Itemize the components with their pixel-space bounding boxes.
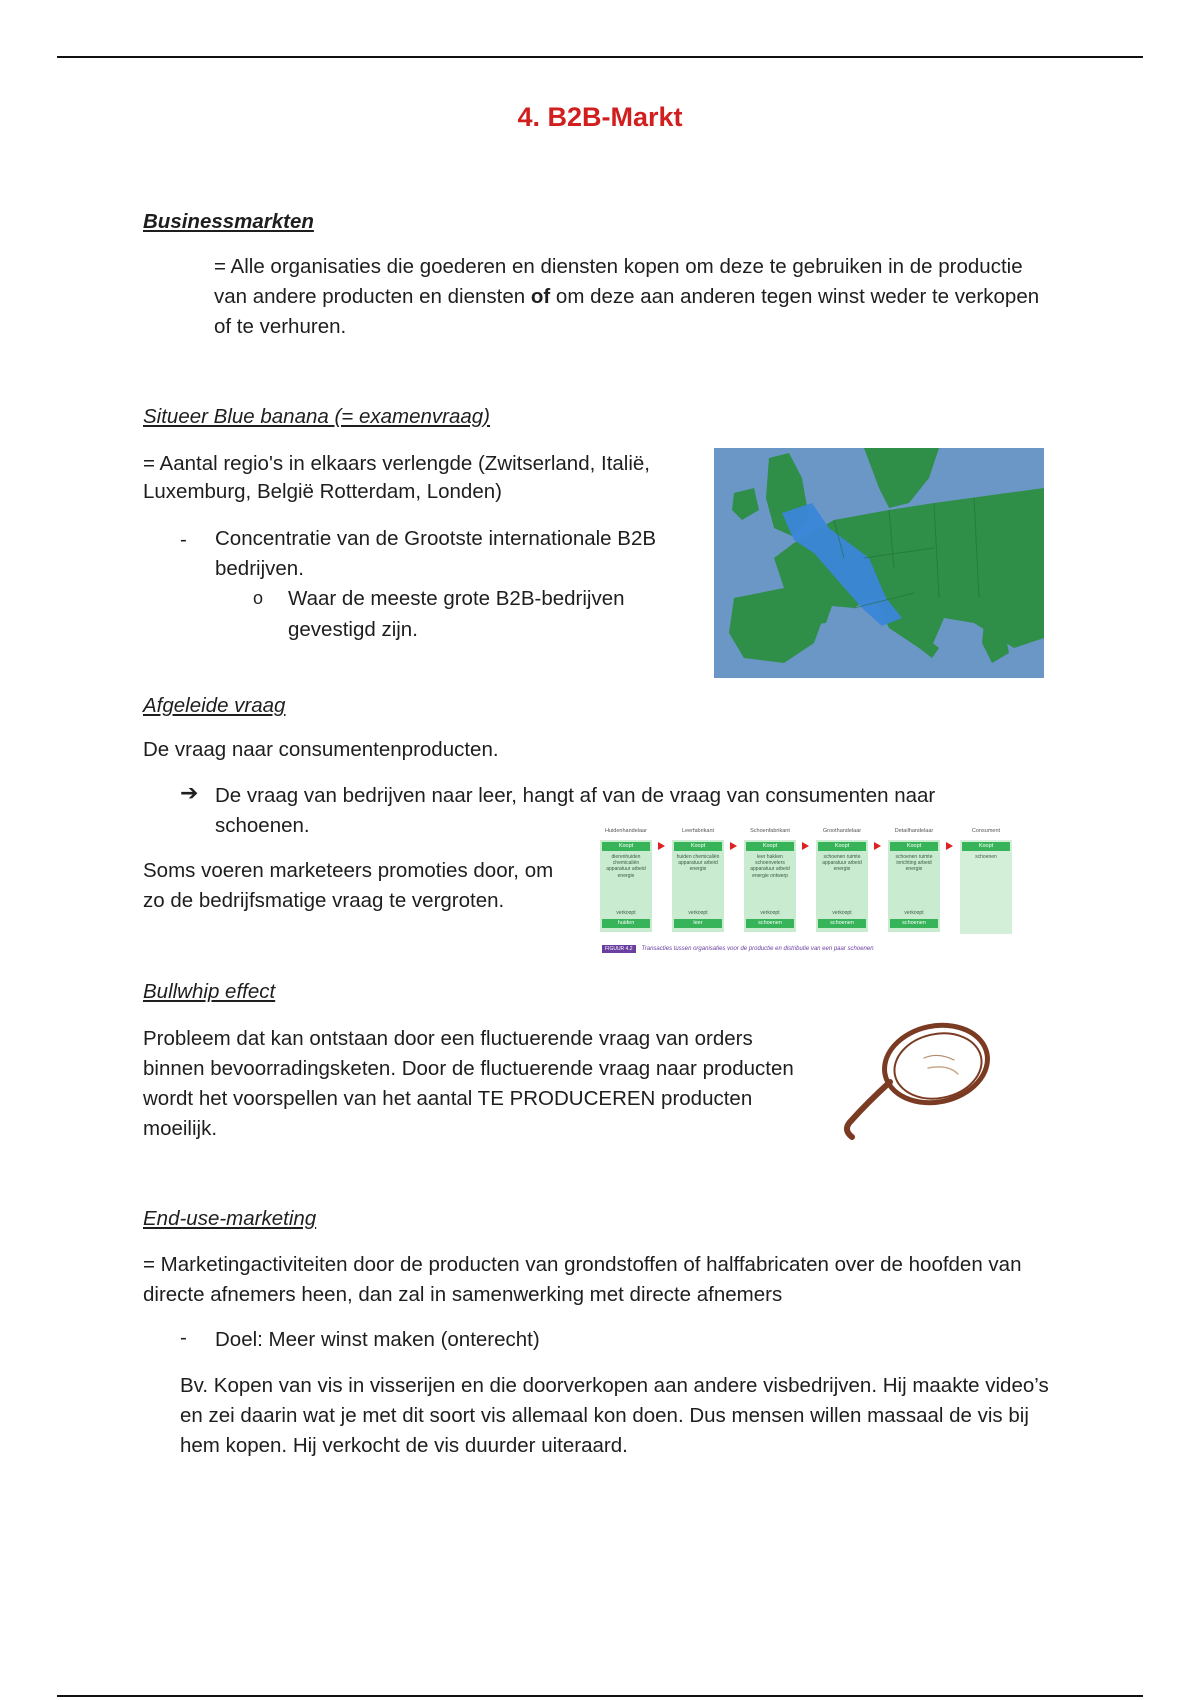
chain-column	[960, 828, 1012, 938]
chain-top-label: Koopt	[890, 842, 938, 851]
chain-items: schoenen ruimte inrichting arbeid energie	[895, 854, 933, 873]
heading-end-use-marketing: End-use-marketing	[143, 1207, 317, 1230]
chain-top-label: Koopt	[962, 842, 1010, 851]
chain-items: schoenen	[975, 854, 997, 860]
bullet-dash: -	[180, 528, 187, 551]
chain-verkoopt: verkoopt	[832, 910, 852, 916]
blue-banana-definition: = Aantal regio's in elkaars verlengde (Zwitserland, Italië, Luxemburg, België Rotterdam, Londen)	[143, 452, 650, 503]
bottom-rule	[57, 1695, 1143, 1697]
businessmarkten-definition	[214, 252, 1044, 342]
chain-bottom-label: leer	[674, 919, 722, 928]
chain-items: huiden chemicaliën apparatuur arbeid energie	[676, 854, 720, 873]
definition-bold-of: of	[530, 285, 551, 308]
chain-top-label: Koopt	[818, 842, 866, 851]
definition-part-1: = Alle organisaties die goederen en diensten kopen om deze te gebruiken in de productie van andere producten en diensten	[214, 255, 1023, 308]
chain-arrow-icon	[874, 842, 881, 850]
chain-verkoopt: verkoopt	[616, 910, 636, 916]
chain-top-label: Koopt	[674, 842, 722, 851]
chain-column	[888, 828, 940, 938]
arrow-icon: ➔	[180, 780, 199, 805]
chain-bottom-label: schoenen	[746, 919, 794, 928]
chain-verkoopt: verkoopt	[904, 910, 924, 916]
chain-header: Schoenfabrikant	[750, 828, 790, 834]
sub-bullet-marker: o	[253, 588, 264, 608]
whip-image	[828, 1012, 998, 1142]
chain-header: Leerfabrikant	[681, 828, 715, 834]
chain-items: dierenhuiden chemicaliën apparatuur arbeid energie	[606, 854, 646, 879]
blue-banana-bullet: Concentratie van de Grootste internationale B2B bedrijven.	[215, 527, 657, 580]
chain-column	[672, 828, 724, 938]
chain-header: Detailhandelaar	[894, 828, 934, 834]
figure-caption: Transacties tussen organisaties voor de productie en distributie van een paar schoenen	[641, 946, 874, 952]
chain-arrow-icon	[946, 842, 953, 850]
chain-arrow-icon	[658, 842, 665, 850]
blue-banana-map	[714, 448, 1044, 678]
blue-banana-sub-bullet: Waar de meeste grote B2B-bedrijven gevestigd zijn.	[288, 587, 625, 641]
chain-header: Huidenhandelaar	[605, 828, 647, 834]
chain-items: schoenen ruimte apparatuur arbeid energie	[822, 854, 862, 873]
chain-verkoopt: verkoopt	[760, 910, 780, 916]
definition-part-2: om deze aan anderen tegen winst weder te verkopen of te verhuren.	[214, 285, 1040, 338]
chain-bottom-label: huiden	[602, 919, 650, 928]
page-title: 4. B2B-Markt	[517, 102, 683, 132]
promo-text: Soms voeren marketeers promoties door, om zo de bedrijfsmatige vraag te vergroten.	[143, 859, 554, 912]
end-use-example: Bv. Kopen van vis in visserijen en die doorverkopen aan andere visbedrijven. Hij maakte video’s en zei daarin wat je met dit soort vis allemaal kon doen. Dus mensen willen massaal de vis bij hem kopen. Hij verkocht de vis duurder uiteraard.	[180, 1374, 1049, 1457]
heading-businessmarkten: Businessmarkten	[143, 210, 314, 233]
afgeleide-vraag-arrow-text: De vraag van bedrijven naar leer, hangt af van de vraag van consumenten naar schoenen.	[215, 784, 936, 837]
chain-column	[816, 828, 868, 938]
heading-blue-banana: Situeer Blue banana (= examenvraag)	[143, 405, 491, 428]
chain-verkoopt: verkoopt	[688, 910, 708, 916]
chain-bottom-label: schoenen	[890, 919, 938, 928]
chain-column	[744, 828, 796, 938]
chain-arrow-icon	[802, 842, 809, 850]
heading-bullwhip-effect: Bullwhip effect	[143, 980, 276, 1003]
figure-label: FIGUUR 4.2	[602, 945, 636, 953]
end-use-definition: = Marketingactiviteiten door de producten van grondstoffen of halffabricaten over de hoofden van directe afnemers heen, dan zal in samenwerking met directe afnemers	[143, 1253, 1022, 1306]
chain-arrow-icon	[730, 842, 737, 850]
bullet-dash: -	[180, 1326, 187, 1349]
heading-afgeleide-vraag: Afgeleide vraag	[143, 694, 286, 717]
chain-header: Consument	[971, 828, 1001, 834]
chain-bottom-label: schoenen	[818, 919, 866, 928]
supply-chain-figure	[600, 828, 1020, 956]
chain-items: leer hakken schoenveters apparatuur arbeid energie ontwerp	[750, 854, 790, 879]
top-rule	[57, 56, 1143, 58]
chain-top-label: Koopt	[746, 842, 794, 851]
end-use-bullet: Doel: Meer winst maken (onterecht)	[215, 1328, 540, 1351]
chain-top-label: Koopt	[602, 842, 650, 851]
afgeleide-vraag-definition: De vraag naar consumentenproducten.	[143, 738, 499, 761]
bullwhip-text: Probleem dat kan ontstaan door een fluctuerende vraag van orders binnen bevoorradingsketen. Door de fluctuerende vraag naar producten wordt het voorspellen van het aantal TE PRODUCEREN producten moeilijk.	[143, 1027, 794, 1140]
chain-column	[600, 828, 652, 938]
chain-header: Groothandelaar	[822, 828, 862, 834]
